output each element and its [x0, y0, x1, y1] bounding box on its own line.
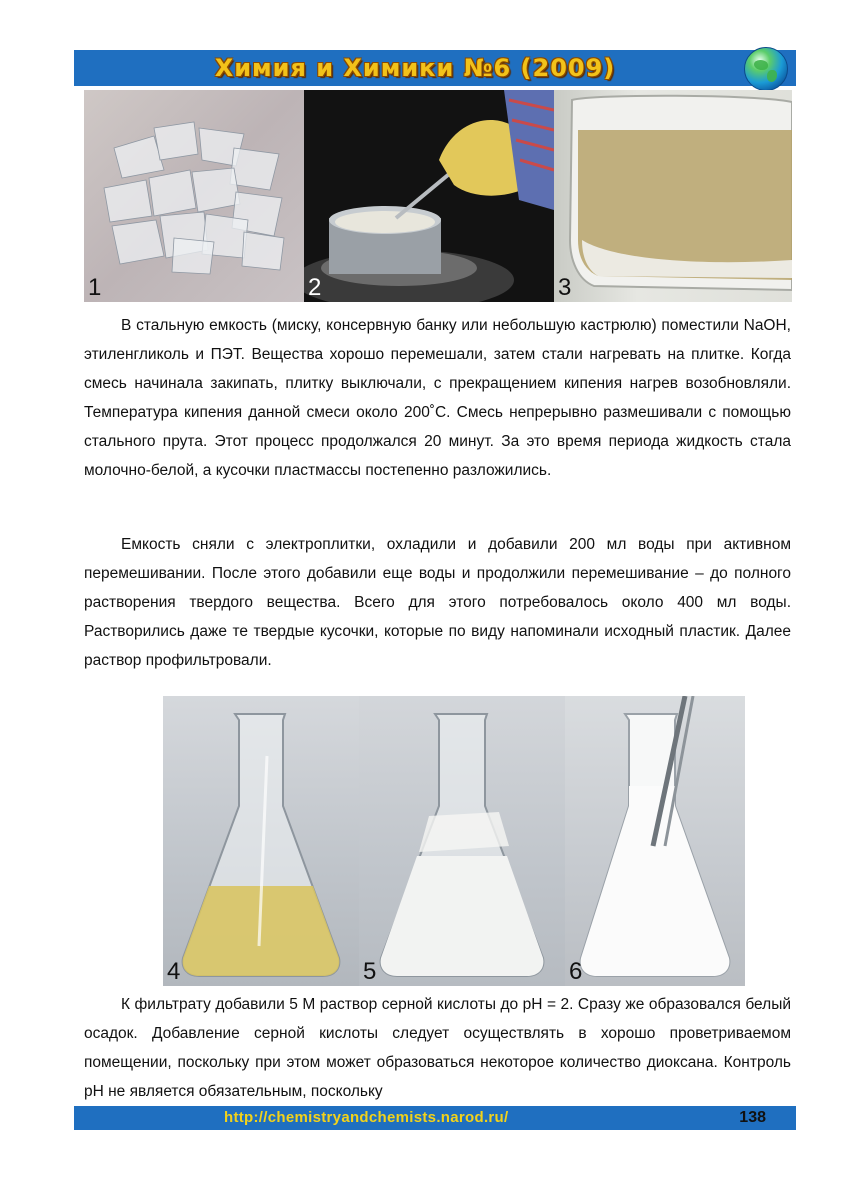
figure-number: 2 — [308, 274, 322, 301]
photo-pet-shards — [84, 90, 304, 302]
header-band — [74, 50, 796, 86]
figure-number: 3 — [558, 274, 572, 301]
photo-flask-yellow — [163, 696, 359, 986]
photo-flask-precipitate — [359, 696, 565, 986]
photo-strip-top — [84, 90, 792, 302]
plastic-shards-illustration — [94, 108, 289, 278]
beaker-solution-illustration — [554, 90, 792, 302]
flask-yellow-illustration — [163, 696, 359, 986]
flask-milky-illustration — [565, 696, 745, 986]
globe-icon — [744, 47, 788, 91]
photo-strip-bottom — [163, 696, 745, 986]
figure-number: 5 — [363, 958, 377, 985]
flask-precipitate-illustration — [359, 696, 565, 986]
photo-beaker-solution — [554, 90, 792, 302]
paragraph-1: В стальную емкость (миску, консервную банку или небольшую кастрюлю) поместили NaOH, этиленгликоль и ПЭТ. Вещества хорошо перемешали, затем стали нагревать на плитке. Когда смесь начинала закипать, плитку выключали, с прекращением кипения нагрев возобновляли. Температура кипения данной смеси около 200˚С. Смесь непрерывно размешивали с помощью стального прута. Этот процесс продолжался 20 минут. За это время периода жидкость стала молочно-белой, а кусочки пластмассы постепенно разложились. — [84, 317, 791, 479]
footer-band — [74, 1106, 796, 1130]
page-number: 138 — [739, 1109, 766, 1126]
heating-vessel-illustration — [304, 90, 554, 302]
figure-number: 4 — [167, 958, 181, 985]
footer-url-link[interactable]: http://chemistryandchemists.narod.ru/ — [224, 1109, 509, 1126]
photo-heating-vessel — [304, 90, 554, 302]
paragraph-3: К фильтрату добавили 5 М раствор серной кислоты до pH = 2. Сразу же образовался белый осадок. Добавление серной кислоты следует осуществлять в хорошо проветриваемом помещении, поскольку при этом может образоваться некоторое количество диоксана. Контроль pH не является обязательным, поскольку — [84, 996, 791, 1100]
paragraph-2: Емкость сняли с электроплитки, охладили и добавили 200 мл воды при активном перемешивании. После этого добавили еще воды и продолжили перемешивание – до полного растворения твердого вещества. Всего для этого потребовалось около 400 мл воды. Растворились даже те твердые кусочки, которые по виду напоминали исходный пластик. Далее раствор профильтровали. — [84, 536, 791, 669]
journal-title: Химия и Химики №6 (2009) — [214, 54, 616, 82]
figure-number: 6 — [569, 958, 583, 985]
photo-flask-milky — [565, 696, 745, 986]
figure-number: 1 — [88, 274, 102, 301]
